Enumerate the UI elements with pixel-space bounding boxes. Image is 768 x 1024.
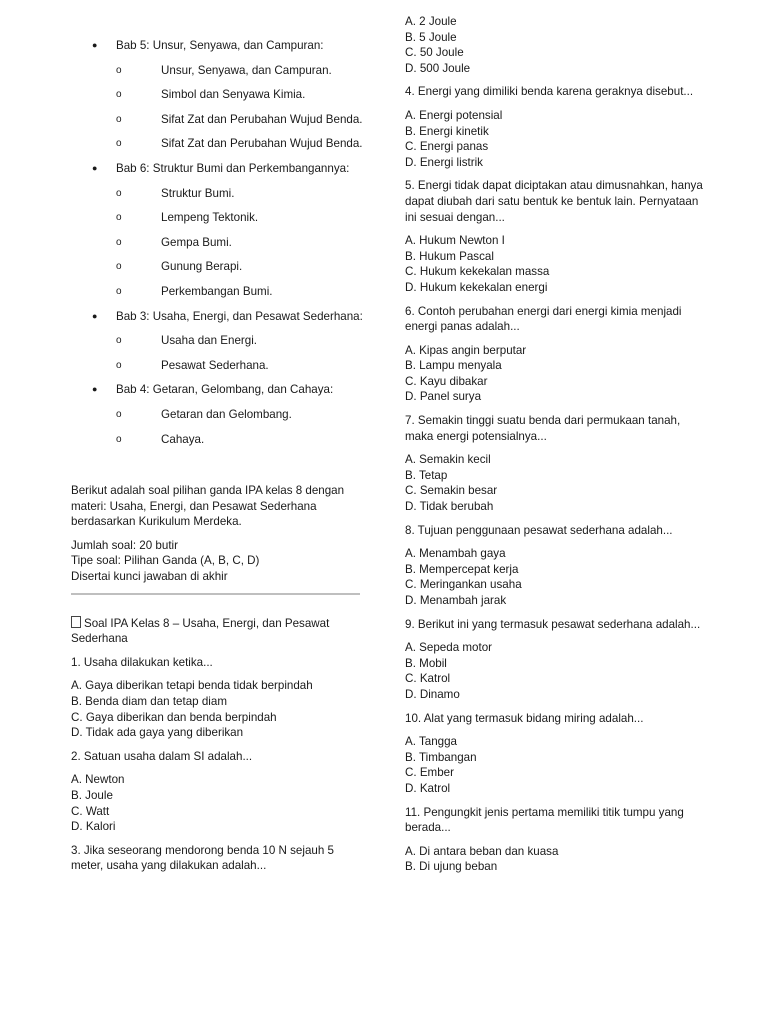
subtopic-label: Lempeng Tektonik. — [161, 211, 259, 225]
circle-bullet-icon: o — [116, 236, 122, 248]
question-text: 11. Pengungkit jenis pertama memiliki titik tumpu yang berada... — [405, 805, 684, 835]
circle-bullet-icon: o — [116, 359, 122, 371]
answer-option: C. Semakin besar — [405, 484, 498, 498]
chapter-label: Bab 6: Struktur Bumi dan Perkembangannya: — [116, 161, 350, 175]
question — [71, 749, 363, 835]
answer-option: C. Meringankan usaha — [405, 578, 522, 592]
chapter-label: Bab 3: Usaha, Energi, dan Pesawat Sederhana: — [116, 309, 363, 323]
subtopic-item — [116, 284, 363, 300]
subtopic-item — [116, 259, 363, 275]
subtopic-label: Usaha dan Energi. — [161, 334, 258, 348]
circle-bullet-icon: o — [116, 261, 122, 273]
subtopic-item — [116, 63, 363, 79]
answer-option: D. Dinamo — [405, 687, 460, 701]
circle-bullet-icon: o — [116, 335, 122, 347]
question — [71, 843, 363, 874]
meta-answer-key: Disertai kunci jawaban di akhir — [71, 570, 228, 584]
answer-option: D. Katrol — [405, 781, 451, 795]
chapter-item — [71, 161, 363, 300]
subtopic-item — [116, 358, 363, 374]
question — [405, 523, 705, 609]
answer-option: D. Tidak ada gaya yang diberikan — [71, 726, 244, 740]
question-list-right — [405, 84, 705, 875]
doc-title — [71, 616, 363, 647]
answer-option: A. Newton — [71, 773, 125, 787]
answer-option: B. Di ujung beban — [405, 860, 498, 874]
circle-bullet-icon: o — [116, 408, 122, 420]
answer-option: C. Gaya diberikan dan benda berpindah — [71, 710, 277, 724]
answer-option: C. Katrol — [405, 672, 451, 686]
subtopic-label: Gempa Bumi. — [161, 235, 232, 249]
circle-bullet-icon: o — [116, 138, 122, 150]
missing-glyph-icon — [71, 616, 81, 628]
answer-option: A. Menambah gaya — [405, 547, 506, 561]
answer-option: D. Kalori — [71, 820, 116, 834]
answer-option: D. Energi listrik — [405, 155, 483, 169]
meta-info — [71, 538, 363, 585]
question — [405, 304, 705, 406]
answer-option: C. Kayu dibakar — [405, 374, 488, 388]
subtopic-item — [116, 112, 363, 128]
subtopic-label: Cahaya. — [161, 432, 205, 446]
question-text: 5. Energi tidak dapat diciptakan atau dimusnahkan, hanya dapat diubah dari satu bentuk ke bentuk lain. Pernyataan ini sesuai dengan... — [405, 179, 703, 224]
outline-list — [71, 38, 363, 447]
bullet-icon: ● — [92, 40, 98, 50]
subtopic-label: Struktur Bumi. — [161, 186, 235, 200]
answer-option: A. Semakin kecil — [405, 453, 491, 467]
circle-bullet-icon: o — [116, 187, 122, 199]
answer-option: D. Menambah jarak — [405, 594, 507, 607]
subtopic-item — [116, 407, 363, 423]
subtopic-label: Pesawat Sederhana. — [161, 358, 269, 372]
subtopic-label: Getaran dan Gelombang. — [161, 407, 292, 421]
subtopic-item — [116, 186, 363, 202]
subtopic-list — [116, 407, 363, 447]
bullet-icon: ● — [92, 310, 98, 321]
question-text: 7. Semakin tinggi suatu benda dari permukaan tanah, maka energi potensialnya... — [405, 414, 681, 443]
horizontal-divider — [71, 593, 360, 595]
answer-option: A. Sepeda motor — [405, 641, 493, 655]
subtopic-item — [116, 210, 363, 226]
answer-option: B. Mobil — [405, 656, 447, 670]
answer-option: C. Energi panas — [405, 140, 489, 154]
subtopic-item — [116, 87, 363, 103]
answer-option: C. Ember — [405, 766, 454, 780]
subtopic-list — [116, 333, 363, 373]
question-text: 2. Satuan usaha dalam SI adalah... — [71, 749, 253, 763]
question-text: 8. Tujuan penggunaan pesawat sederhana adalah... — [405, 523, 673, 537]
subtopic-item — [116, 432, 363, 448]
answer-option: B. Tetap — [405, 468, 448, 482]
q3-options — [405, 14, 705, 76]
answer-option: A. Di antara beban dan kuasa — [405, 844, 559, 858]
answer-option: D. Hukum kekekalan energi — [405, 280, 548, 294]
question-text: 1. Usaha dilakukan ketika... — [71, 655, 213, 669]
subtopic-list — [116, 63, 363, 152]
question — [405, 413, 705, 515]
answer-option: B. Energi kinetik — [405, 124, 489, 138]
question — [405, 178, 705, 295]
subtopic-item — [116, 235, 363, 251]
subtopic-label: Unsur, Senyawa, dan Campuran. — [161, 63, 332, 77]
question-text: 6. Contoh perubahan energi dari energi kimia menjadi energi panas adalah... — [405, 304, 682, 334]
answer-option: D. Tidak berubah — [405, 500, 494, 514]
question — [405, 617, 705, 703]
chapter-item — [71, 309, 363, 374]
chapter-label: Bab 5: Unsur, Senyawa, dan Campuran: — [116, 39, 324, 52]
answer-option: A. 2 Joule — [405, 15, 457, 28]
question — [405, 805, 705, 875]
bullet-icon: ● — [92, 162, 98, 173]
answer-option: B. Joule — [71, 789, 113, 802]
circle-bullet-icon: o — [116, 64, 122, 76]
answer-option: B. Timbangan — [405, 750, 477, 764]
answer-option: A. Hukum Newton I — [405, 234, 505, 248]
answer-option: A. Kipas angin berputar — [405, 343, 527, 357]
circle-bullet-icon: o — [116, 113, 122, 125]
subtopic-item — [116, 136, 363, 152]
question — [405, 84, 705, 170]
question — [405, 711, 705, 797]
question-text: 9. Berikut ini yang termasuk pesawat sederhana adalah... — [405, 617, 701, 631]
answer-option: A. Tangga — [405, 735, 458, 749]
answer-option: B. Lampu menyala — [405, 359, 502, 373]
question-text: 3. Jika seseorang mendorong benda 10 N sejauh 5 meter, usaha yang dilakukan adalah... — [71, 843, 334, 873]
bullet-icon: ● — [92, 384, 98, 395]
answer-option: B. Hukum Pascal — [405, 249, 494, 263]
answer-option: C. Hukum kekekalan massa — [405, 265, 550, 279]
circle-bullet-icon: o — [116, 433, 122, 445]
subtopic-item — [116, 333, 363, 349]
left-column — [71, 38, 363, 882]
meta-type: Tipe soal: Pilihan Ganda (A, B, C, D) — [71, 554, 260, 568]
subtopic-list — [116, 186, 363, 300]
subtopic-label: Simbol dan Senyawa Kimia. — [161, 88, 306, 102]
doc-title-text: Soal IPA Kelas 8 – Usaha, Energi, dan Pesawat Sederhana — [71, 616, 330, 646]
subtopic-label: Perkembangan Bumi. — [161, 284, 273, 298]
intro-text: Berikut adalah soal pilihan ganda IPA kelas 8 dengan materi: Usaha, Energi, dan Pesawat Sederhana berdasarkan Kurikulum Merdeka. — [71, 484, 345, 529]
answer-option: B. Mempercepat kerja — [405, 562, 519, 576]
meta-count: Jumlah soal: 20 butir — [71, 538, 178, 552]
answer-option: B. Benda diam dan tetap diam — [71, 695, 227, 709]
answer-option: A. Energi potensial — [405, 108, 503, 122]
question-text: 4. Energi yang dimiliki benda karena geraknya disebut... — [405, 85, 694, 99]
answer-option: B. 5 Joule — [405, 30, 457, 44]
subtopic-label: Sifat Zat dan Perubahan Wujud Benda. — [161, 137, 363, 151]
subtopic-label: Sifat Zat dan Perubahan Wujud Benda. — [161, 112, 363, 126]
chapter-label: Bab 4: Getaran, Gelombang, dan Cahaya: — [116, 383, 334, 397]
answer-option: A. Gaya diberikan tetapi benda tidak berpindah — [71, 679, 313, 693]
circle-bullet-icon: o — [116, 212, 122, 224]
circle-bullet-icon: o — [116, 89, 122, 101]
chapter-item — [71, 382, 363, 447]
question-list-left — [71, 655, 363, 874]
right-column — [405, 14, 705, 883]
question — [71, 655, 363, 741]
question-text: 10. Alat yang termasuk bidang miring adalah... — [405, 711, 644, 725]
circle-bullet-icon: o — [116, 285, 122, 297]
chapter-item — [71, 38, 363, 152]
intro-section — [71, 483, 363, 585]
subtopic-label: Gunung Berapi. — [161, 260, 243, 274]
answer-option: C. Watt — [71, 804, 110, 818]
answer-option: C. 50 Joule — [405, 46, 464, 60]
answer-option: D. Panel surya — [405, 390, 482, 404]
answer-option: D. 500 Joule — [405, 61, 471, 75]
